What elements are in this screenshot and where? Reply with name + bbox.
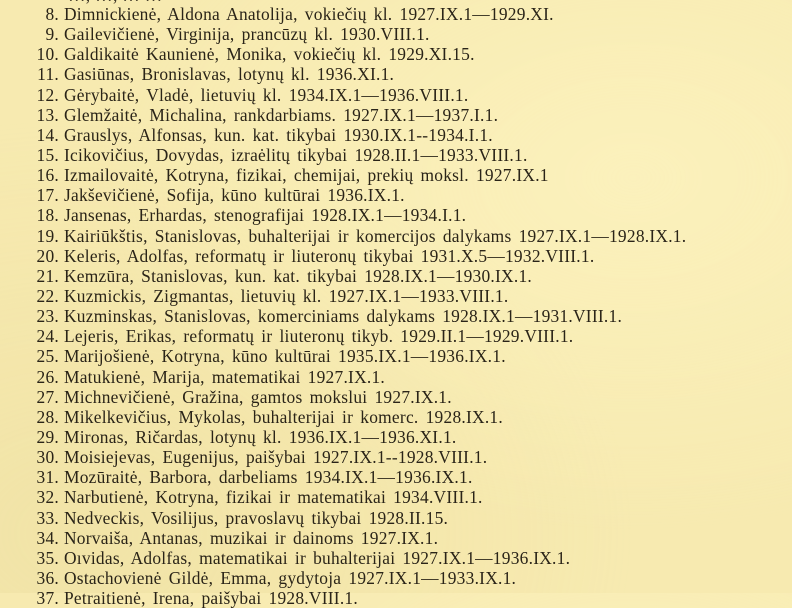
staff-list [0,4,686,608]
entry-number: 17. [36,185,59,206]
entry-text: Keleris, Adolfas, reformatų ir liuteronų tikybai 1931.X.5—1932.VIII.1. [64,245,595,266]
entry-text: Michnevičienė, Gražina, gamtos mokslui 1927.IX.1. [64,386,452,407]
entry-number: 25. [36,346,59,367]
list-item [0,205,686,225]
entry-text: Glemžaitė, Michalina, rankdarbiams. 1927.IX.1—1937.I.1. [64,104,499,125]
entry-text: Mironas, Ričardas, lotynų kl. 1936.IX.1—1936.XI.1. [64,426,457,447]
entry-text: Moisiejevas, Eugenijus, paišybai 1927.IX.1--1928.VIII.1. [64,447,488,468]
list-item [0,367,686,387]
entry-number: 35. [36,547,59,568]
entry-text: Narbutienė, Kotryna, fizikai ir matematikai 1934.VIII.1. [64,487,483,508]
entry-text: Ostachovienė Gildė, Emma, gydytoja 1927.IX.1—1933.IX.1. [64,567,517,588]
entry-number: 11. [37,64,59,85]
list-item [0,105,686,125]
entry-number: 37. [36,588,59,608]
list-item [0,44,686,64]
entry-text: Gailevičienė, Virginija, prancūzų kl. 1930.VIII.1. [64,24,430,45]
list-item [0,246,686,266]
entry-text: Mikelkevičius, Mykolas, buhalterijai ir komerc. 1928.IX.1. [64,406,503,427]
entry-number: 34. [36,527,59,548]
list-item [0,588,686,608]
entry-text: Kuzminskas, Stanislovas, komerciniams dalykams 1928.IX.1—1931.VIII.1. [64,306,623,327]
entry-text: Jansenas, Erhardas, stenografijai 1928.IX.1—1934.I.1. [64,205,467,226]
entry-text: Jakševičienė, Sofija, kūno kultūrai 1936.IX.1. [64,185,405,206]
entry-text: Kemzūra, Stanislovas, kun. kat. tikybai 1928.IX.1—1930.IX.1. [64,265,532,286]
list-item [0,487,686,507]
list-item [0,427,686,447]
entry-number: 26. [36,366,59,387]
entry-text: Norvaiša, Antanas, muzikai ir dainoms 1927.IX.1. [64,527,439,548]
list-item [0,286,686,306]
list-item [0,326,686,346]
entry-number: 36. [36,567,59,588]
list-item [0,266,686,286]
entry-text: Mozūraitė, Barbora, darbeliams 1934.IX.1—1936.IX.1. [64,467,473,488]
entry-text: Kairiūkštis, Stanislovas, buhalterijai ir komercijos dalykams 1927.IX.1—1928.IX.1. [64,225,687,246]
list-item [0,548,686,568]
entry-text: Matukienė, Marija, matematikai 1927.IX.1. [64,366,386,387]
entry-text: Grauslys, Alfonsas, kun. kat. tikybai 1930.IX.1--1934.I.1. [64,124,493,145]
list-item [0,226,686,246]
entry-number: 20. [36,245,59,266]
list-item [0,407,686,427]
entry-text: Dimnickienė, Aldona Anatolija, vokiečių kl. 1927.IX.1—1929.XI. [64,4,554,24]
entry-text: Oıvidas, Adolfas, matematikai ir buhalterijai 1927.IX.1—1936.IX.1. [64,547,571,568]
entry-number: 15. [36,144,59,165]
entry-number: 28. [36,406,59,427]
entry-number: 29. [36,426,59,447]
list-item [0,346,686,366]
entry-text: Icikovičius, Dovydas, izraėlitų tikybai 1928.II.1—1933.VIII.1. [64,144,528,165]
entry-number: 19. [36,225,59,246]
entry-number: 30. [36,447,59,468]
entry-number: 21. [36,265,59,286]
list-item [0,4,686,24]
entry-number: 31. [36,467,59,488]
list-item [0,568,686,588]
entry-number: 8. [45,4,59,24]
entry-text: Galdikaitė Kaunienė, Monika, vokiečių kl. 1929.XI.15. [64,44,475,65]
entry-text: Nedveckis, Vosilijus, pravoslavų tikybai 1928.II.15. [64,507,449,528]
entry-text: Marijošienė, Kotryna, kūno kultūrai 1935.IX.1—1936.IX.1. [64,346,506,367]
list-item [0,64,686,84]
list-item [0,306,686,326]
entry-text: Kuzmickis, Zigmantas, lietuvių kl. 1927.IX.1—1933.VIII.1. [64,285,509,306]
list-item [0,24,686,44]
entry-number: 18. [36,205,59,226]
list-item [0,447,686,467]
entry-text: Gasiūnas, Bronislavas, lotynų kl. 1936.XI.1. [64,64,395,85]
entry-number: 23. [36,306,59,327]
list-item [0,185,686,205]
entry-text: Gėrybaitė, Vladė, lietuvių kl. 1934.IX.1—1936.VIII.1. [64,84,469,105]
entry-number: 14. [36,124,59,145]
entry-number: 33. [36,507,59,528]
list-item [0,508,686,528]
entry-number: 13. [36,104,59,125]
entry-number: 32. [36,487,59,508]
entry-number: 27. [36,386,59,407]
list-item [0,165,686,185]
entry-text: Petraitienė, Irena, paišybai 1928.VIII.1. [64,588,358,608]
list-item [0,467,686,487]
entry-number: 16. [36,165,59,186]
entry-text: Izmailovaitė, Kotryna, fizikai, chemijai, prekių moksl. 1927.IX.1 [64,165,549,186]
list-item [0,85,686,105]
list-item [0,387,686,407]
entry-text: Lejeris, Erikas, reformatų ir liuteronų tikyb. 1929.II.1—1929.VIII.1. [64,326,574,347]
list-item [0,145,686,165]
list-item [0,125,686,145]
entry-number: 12. [36,84,59,105]
list-item [0,528,686,548]
entry-number: 9. [45,24,59,45]
entry-number: 22. [36,285,59,306]
entry-number: 10. [36,44,59,65]
entry-number: 24. [36,326,59,347]
